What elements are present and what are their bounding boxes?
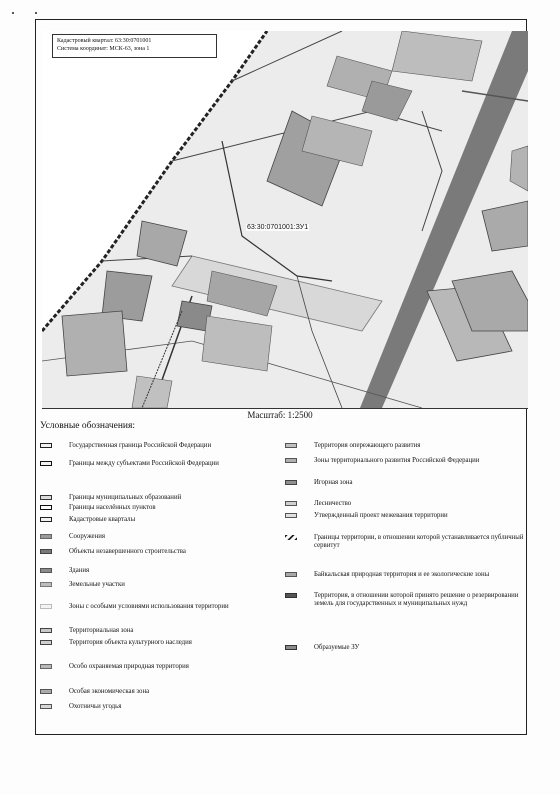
legend-item: [40, 627, 280, 635]
legend-swatch: [285, 513, 297, 518]
legend-label: Территория объекта культурного наследия: [69, 639, 192, 646]
legend-swatch: [40, 582, 52, 587]
scan-speck: [35, 12, 37, 14]
legend-swatch: [40, 704, 52, 709]
legend-swatch: [40, 534, 52, 539]
legend-label: Кадастровые кварталы: [69, 516, 136, 523]
legend-swatch: [40, 443, 52, 448]
cadastral-map: [42, 31, 528, 409]
legend-item: [285, 479, 525, 487]
legend-label: Зоны с особыми условиями использования территории: [69, 603, 229, 610]
legend-swatch: [40, 640, 52, 645]
legend-item: [40, 581, 280, 589]
legend-swatch: [40, 461, 52, 466]
legend-title: Условные обозначения:: [40, 421, 136, 431]
legend-item: [40, 533, 280, 541]
legend-label: Границы муниципальных образований: [69, 494, 182, 501]
legend-swatch: [285, 645, 297, 650]
legend-swatch: [285, 572, 297, 577]
legend-item: [285, 457, 525, 465]
legend-item: [285, 500, 525, 508]
legend-label: Сооружения: [69, 533, 105, 540]
map-scale: Масштаб: 1:2500: [247, 410, 313, 420]
legend-label: Игорная зона: [314, 479, 353, 486]
legend-item: [40, 663, 280, 671]
legend-swatch: [40, 664, 52, 669]
legend-label: Границы территории, в отношении которой устанавливается публичный сервитут: [314, 534, 524, 550]
scan-speck: [12, 12, 14, 14]
legend-swatch: [40, 689, 52, 694]
legend-item: [40, 494, 280, 502]
legend-item: [285, 644, 525, 652]
legend-item: [40, 688, 280, 696]
legend-item: [285, 442, 525, 450]
legend-label: Особо охраняемая природная территория: [69, 663, 189, 670]
legend-item: [40, 548, 280, 556]
legend-item: [40, 504, 280, 512]
legend-swatch: [40, 549, 52, 554]
legend-item: [40, 703, 280, 711]
legend-swatch: [285, 443, 297, 448]
legend-label: Территория опережающего развития: [314, 442, 421, 449]
legend-item: [40, 516, 280, 524]
legend-item: [40, 460, 280, 468]
coordinate-system-text: Система координат: МСК-63, зона 1: [57, 46, 150, 52]
legend-item: [40, 603, 280, 611]
legend-item: [285, 571, 525, 579]
legend-label: Лесничество: [314, 500, 352, 507]
legend-label: Объекты незавершенного строительства: [69, 548, 186, 555]
legend-label: Образуемые ЗУ: [314, 644, 360, 651]
map-drawing: [42, 31, 528, 408]
legend-item: [285, 512, 525, 520]
map-info-box: [52, 34, 217, 58]
legend-label: Государственная граница Российской Федерации: [69, 442, 212, 449]
legend-item: [285, 592, 525, 608]
legend-item: [40, 639, 280, 647]
legend-label: Земельные участки: [69, 581, 125, 588]
legend-label: Границы между субъектами Российской Федерации: [69, 460, 219, 467]
legend-label: Особая экономическая зона: [69, 688, 150, 695]
legend-item: [40, 442, 280, 450]
legend-label: Территориальная зона: [69, 627, 134, 634]
legend-label: Здания: [69, 567, 90, 574]
legend-swatch: [40, 517, 52, 522]
legend-label: Зоны территориального развития Российской Федерации: [314, 457, 480, 464]
legend-swatch: [285, 458, 297, 463]
legend-swatch: [40, 568, 52, 573]
legend-swatch: [40, 604, 52, 609]
legend-label: Байкальская природная территория и ее экологические зоны: [314, 571, 490, 578]
legend-item: [40, 567, 280, 575]
legend-swatch: [285, 535, 297, 540]
legend-swatch: [40, 495, 52, 500]
legend-swatch: [40, 505, 52, 510]
legend-swatch: [40, 628, 52, 633]
legend-label: Границы населённых пунктов: [69, 504, 156, 511]
legend-label: Территория, в отношении которой принято решение о резервировании земель для государственных и муниципальных нужд: [314, 592, 519, 608]
parcel-label: 63:30:0701001:ЗУ1: [247, 224, 309, 231]
legend-swatch: [285, 593, 297, 598]
legend-swatch: [285, 501, 297, 506]
legend-swatch: [285, 480, 297, 485]
cadastral-quarter-text: Кадастровый квартал: 63:30:0701001: [57, 38, 152, 44]
legend-label: Утвержденный проект межевания территории: [314, 512, 448, 519]
legend-label: Охотничьи угодья: [69, 703, 122, 710]
legend-item: [285, 534, 525, 550]
